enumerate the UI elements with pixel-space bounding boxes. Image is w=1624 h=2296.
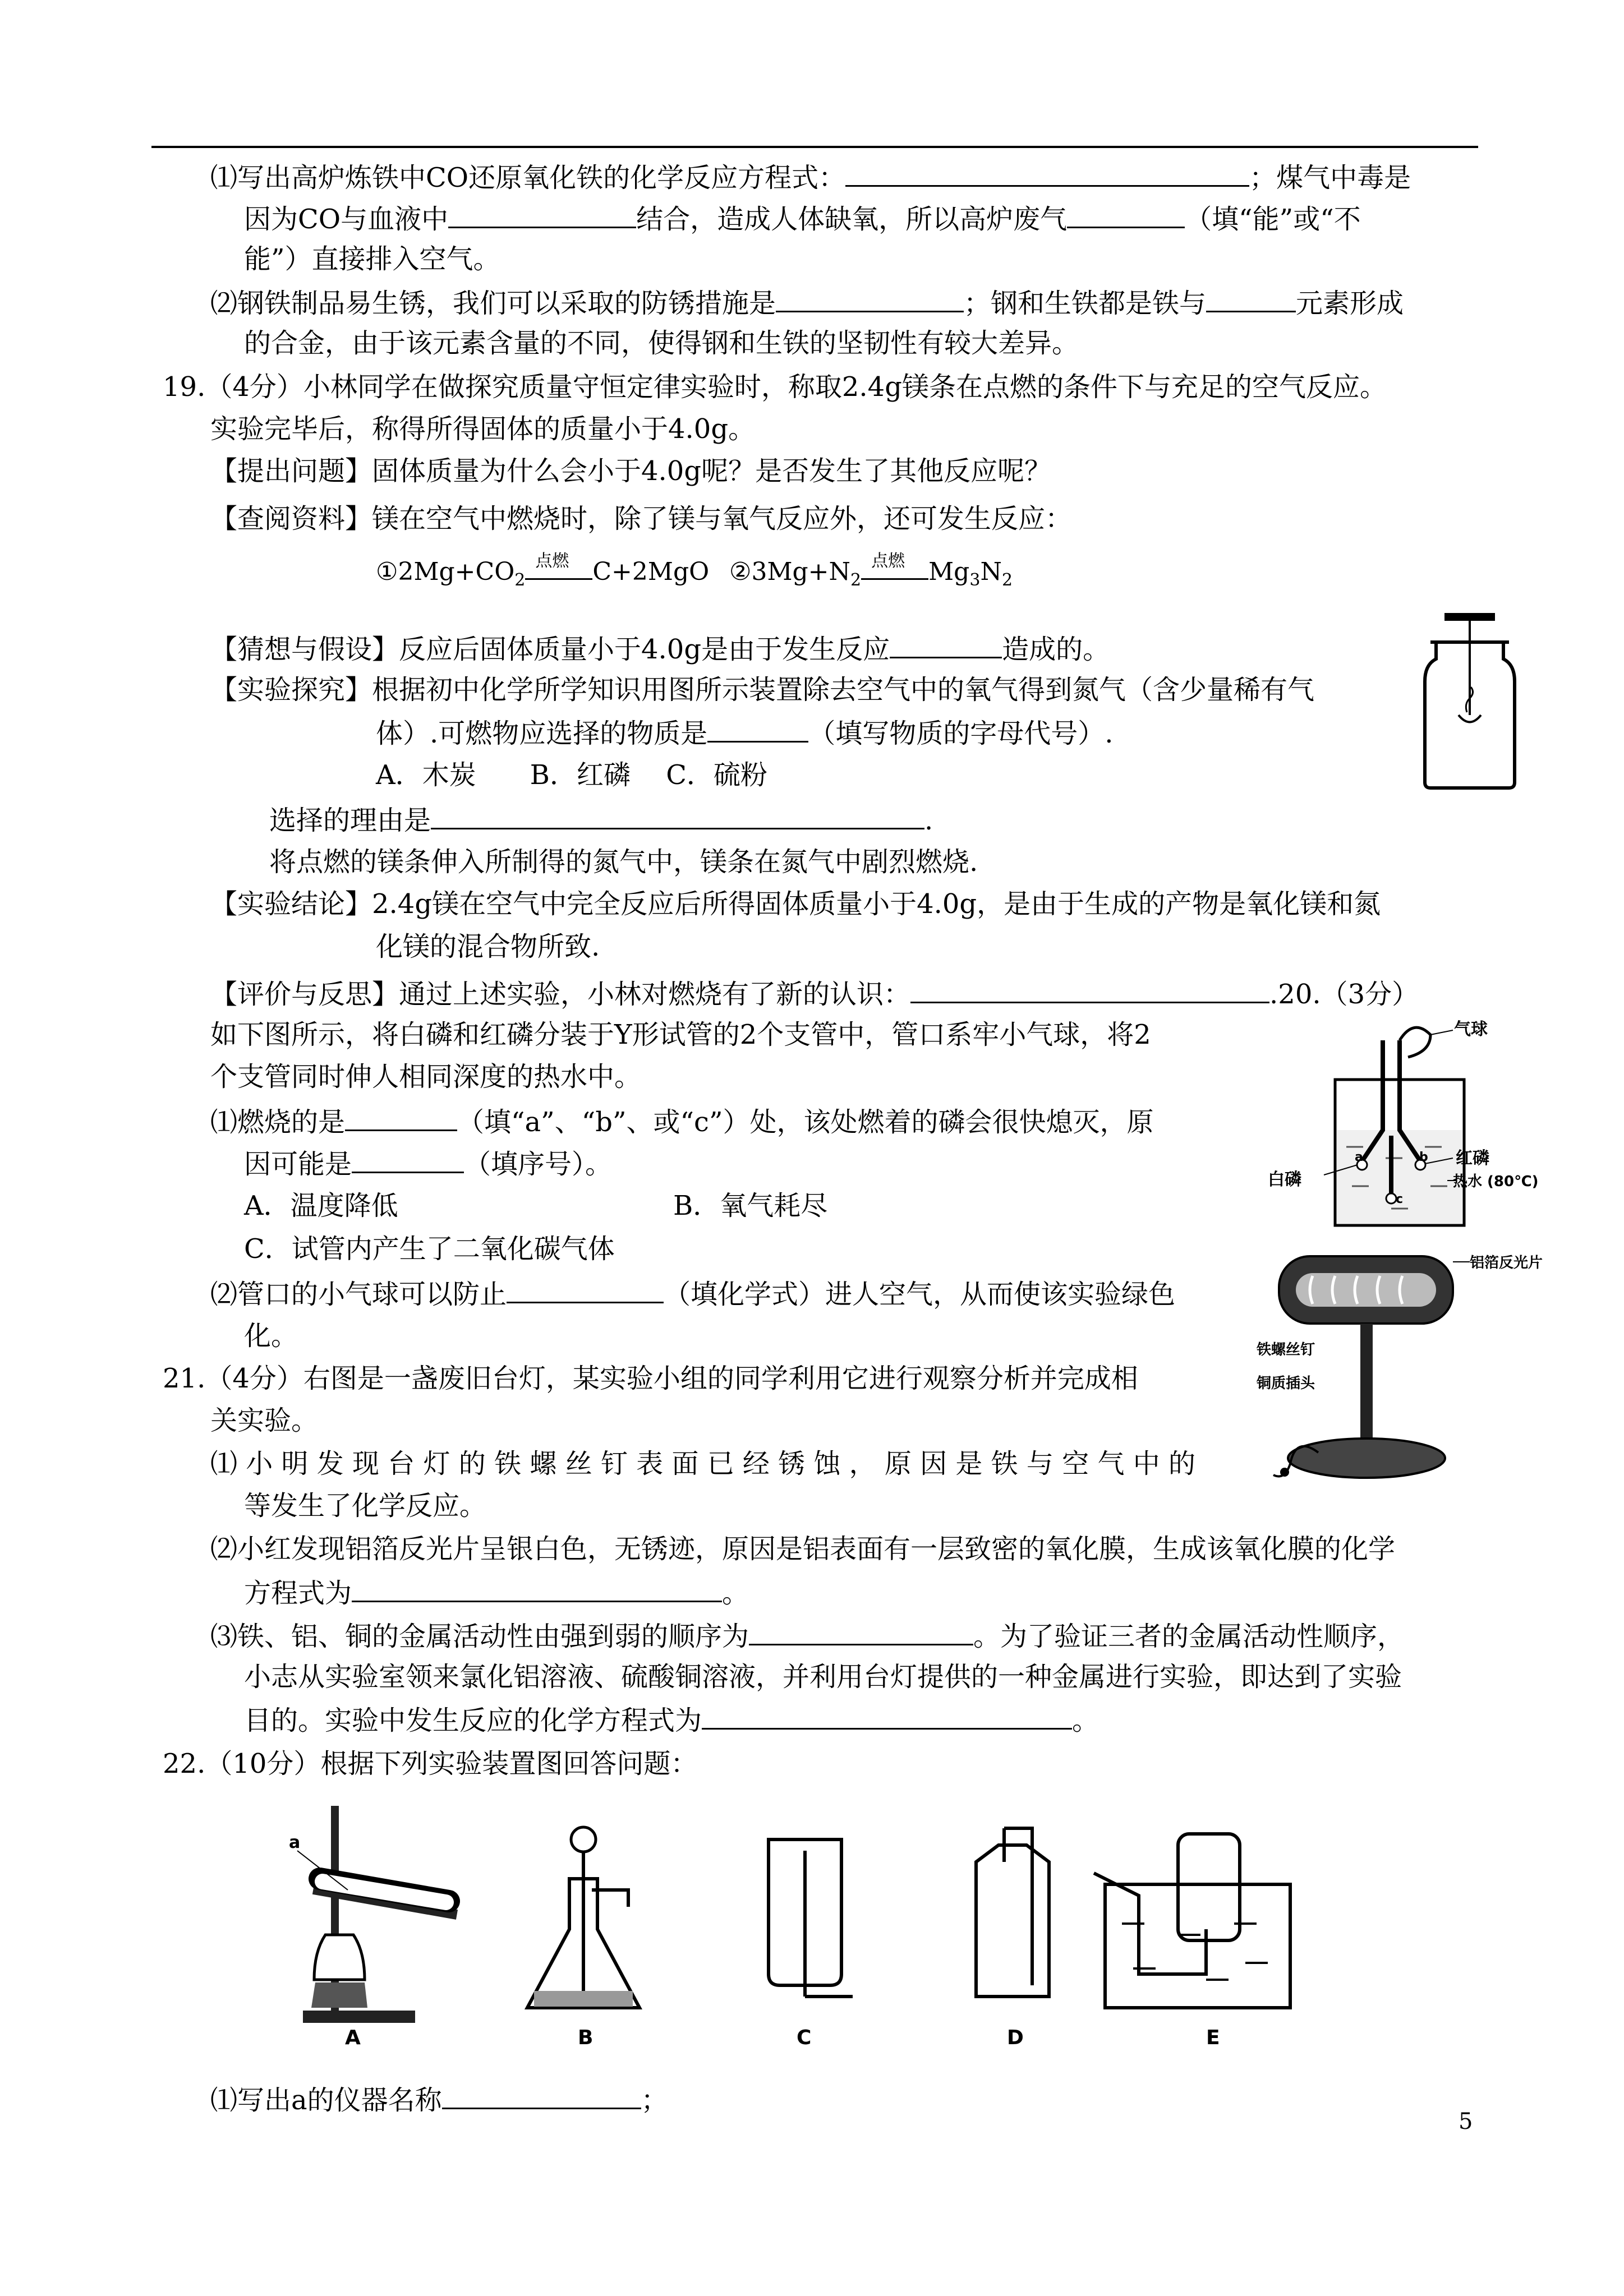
label-screw: 铁螺丝钉 xyxy=(1257,1341,1315,1358)
lab-apparatus-figure xyxy=(280,1795,1374,2053)
q19-experiment-1: 【实验探究】根据初中化学所学知识用图所示装置除去空气中的氧气得到氮气（含少量稀有气 xyxy=(210,674,1315,706)
q18-line-3: 能”）直接排入空气。 xyxy=(244,243,500,275)
label-foil: 铝箔反光片 xyxy=(1470,1255,1543,1271)
q19-intro-1: 19.（4分）小林同学在做探究质量守恒定律实验时，称取2.4g镁条在点燃的条件下与充足的空气反应。 xyxy=(163,371,1387,403)
equation-1-condition: 点燃 xyxy=(535,551,569,571)
label-apparatus-d: D xyxy=(1007,2026,1024,2049)
q20-option-c: C．试管内产生了二氧化碳气体 xyxy=(244,1233,615,1265)
label-white-phosphorus: 白磷 xyxy=(1268,1170,1301,1190)
q19-evaluation: 【评价与反思】通过上述实验，小林对燃烧有了新的认识： .20.（3分） xyxy=(210,976,1419,1011)
answer-blank[interactable] xyxy=(845,159,1249,187)
q19-info: 【查阅资料】镁在空气中燃烧时，除了镁与氧气反应外，还可发生反应： xyxy=(210,503,1073,534)
bell-jar-figure xyxy=(1414,608,1526,794)
q21-line-2: 关实验。 xyxy=(210,1405,319,1436)
q21-p3-line-1: ⑶铁、铝、铜的金属活动性由强到弱的顺序为 。为了验证三者的金属活动性顺序， xyxy=(210,1618,1404,1653)
answer-blank[interactable] xyxy=(442,2082,641,2109)
answer-blank[interactable] xyxy=(345,1104,457,1131)
label-apparatus-c: C xyxy=(797,2026,812,2049)
q18-line-5: 的合金，由于该元素含量的不同，使得钢和生铁的坚韧性有较大差异。 xyxy=(244,328,1079,359)
answer-blank[interactable] xyxy=(507,1276,664,1303)
q18-line-4: ⑵钢铁制品易生锈，我们可以采取的防锈措施是 ；钢和生铁都是铁与 元素形成 xyxy=(210,285,1404,320)
q19-reason: 选择的理由是 . xyxy=(269,802,933,837)
q21-p2-line-1: ⑵小红发现铝箔反光片呈银白色，无锈迹，原因是铝表面有一层致密的氧化膜，生成该氧化膜的化学 xyxy=(210,1533,1396,1565)
y-tube-figure xyxy=(1262,1018,1539,1231)
q20-option-b: B．氧气耗尽 xyxy=(673,1190,828,1221)
q19-conclusion-1: 【实验结论】2.4g镁在空气中完全反应后所得固体质量小于4.0g，是由于生成的产物是氧化镁和氮 xyxy=(210,888,1381,920)
label-red-phosphorus: 红磷 xyxy=(1456,1149,1489,1168)
q19-intro-2: 实验完毕后，称得所得固体的质量小于4.0g。 xyxy=(210,413,756,445)
q20-p2-line-2: 化。 xyxy=(244,1320,298,1352)
q18-line-1: ⑴写出高炉炼铁中CO还原氧化铁的化学反应方程式： ；煤气中毒是 xyxy=(210,159,1411,195)
q22-line-1: 22.（10分）根据下列实验装置图回答问题： xyxy=(163,1748,698,1779)
q20-option-a: A．温度降低 xyxy=(244,1190,398,1221)
label-a-instrument: a xyxy=(289,1833,301,1852)
label-plug: 铜质插头 xyxy=(1257,1375,1315,1392)
label-c: c xyxy=(1396,1192,1404,1206)
q20-p1-line-2: 因可能是 （填序号）。 xyxy=(244,1146,612,1181)
q21-p3-line-2: 小志从实验室领来氯化铝溶液、硫酸铜溶液，并利用台灯提供的一种金属进行实验，即达到了实验 xyxy=(244,1661,1402,1693)
label-a: a xyxy=(1355,1150,1363,1164)
answer-blank[interactable] xyxy=(352,1146,464,1173)
answer-blank[interactable] xyxy=(352,1575,722,1602)
page-number: 5 xyxy=(1459,2109,1473,2134)
answer-blank[interactable] xyxy=(890,631,1002,658)
q21-line-1: 21.（4分）右图是一盏废旧台灯，某实验小组的同学利用它进行观察分析并完成相 xyxy=(163,1363,1138,1394)
desk-lamp-figure xyxy=(1251,1251,1554,1486)
label-apparatus-a: A xyxy=(345,2026,361,2049)
q19-experiment-2: 体）.可燃物应选择的物质是 （填写物质的字母代号）. xyxy=(376,715,1114,750)
equation-2-condition: 点燃 xyxy=(871,551,905,571)
q21-p2-line-2: 方程式为 。 xyxy=(244,1575,749,1610)
equation-2: $②3Mg+N_2$ 点燃 $Mg_3N_2$ xyxy=(729,555,1013,597)
answer-blank[interactable] xyxy=(910,976,1269,1003)
header-rule xyxy=(151,146,1478,148)
q20-p2-line-1: ⑵管口的小气球可以防止 （填化学式）进人空气，从而使该实验绿色 xyxy=(210,1276,1175,1311)
q20-p1-line-1: ⑴燃烧的是 （填“a”、“b”、或“c”）处，该处燃着的磷会很快熄灭，原 xyxy=(210,1104,1153,1139)
label-balloon: 气球 xyxy=(1454,1020,1488,1039)
q19-hypothesis: 【猜想与假设】反应后固体质量小于4.0g是由于发生反应 造成的。 xyxy=(210,631,1110,666)
answer-blank[interactable] xyxy=(702,1702,1072,1730)
q18-line-2: 因为CO与血液中 结合，造成人体缺氧，所以高炉废气 （填“能”或“不 xyxy=(244,201,1361,236)
answer-blank[interactable] xyxy=(749,1618,973,1645)
answer-blank[interactable] xyxy=(1067,201,1185,228)
label-apparatus-e: E xyxy=(1206,2026,1220,2049)
answer-blank[interactable] xyxy=(776,285,964,312)
label-hot-water: 热水 (80℃) xyxy=(1453,1173,1539,1190)
q19-options: A．木炭 B．红磷 C．硫粉 xyxy=(376,759,767,791)
q21-p1-line-2: 等发生了化学反应。 xyxy=(244,1490,487,1522)
q20-line-1: 如下图所示，将白磷和红磷分装于Y形试管的2个支管中，管口系牢小气球，将2 xyxy=(210,1019,1151,1050)
answer-blank[interactable] xyxy=(707,715,808,743)
answer-blank[interactable] xyxy=(431,802,924,829)
answer-blank[interactable] xyxy=(1206,285,1296,312)
q21-p3-line-3: 目的。实验中发生反应的化学方程式为 。 xyxy=(244,1702,1099,1737)
q20-line-2: 个支管同时伸人相同深度的热水中。 xyxy=(210,1061,642,1092)
q19-burn: 将点燃的镁条伸入所制得的氮气中，镁条在氮气中剧烈燃烧. xyxy=(269,846,978,878)
q21-p1-line-1: ⑴ 小 明 发 现 台 灯 的 铁 螺 丝 钉 表 面 已 经 锈 蚀 ， 原 因 是 铁 与 空 气 中 的 xyxy=(210,1448,1195,1479)
q22-p1: ⑴写出a的仪器名称 ； xyxy=(210,2082,668,2117)
label-b: b xyxy=(1419,1150,1428,1164)
equation-1: $①2Mg+CO_2$ 点燃 C+2MgO xyxy=(376,555,709,597)
answer-blank[interactable] xyxy=(448,201,636,228)
label-apparatus-b: B xyxy=(578,2026,594,2049)
q19-question: 【提出问题】固体质量为什么会小于4.0g呢？是否发生了其他反应呢？ xyxy=(210,455,1052,487)
q19-conclusion-2: 化镁的混合物所致. xyxy=(376,931,600,962)
